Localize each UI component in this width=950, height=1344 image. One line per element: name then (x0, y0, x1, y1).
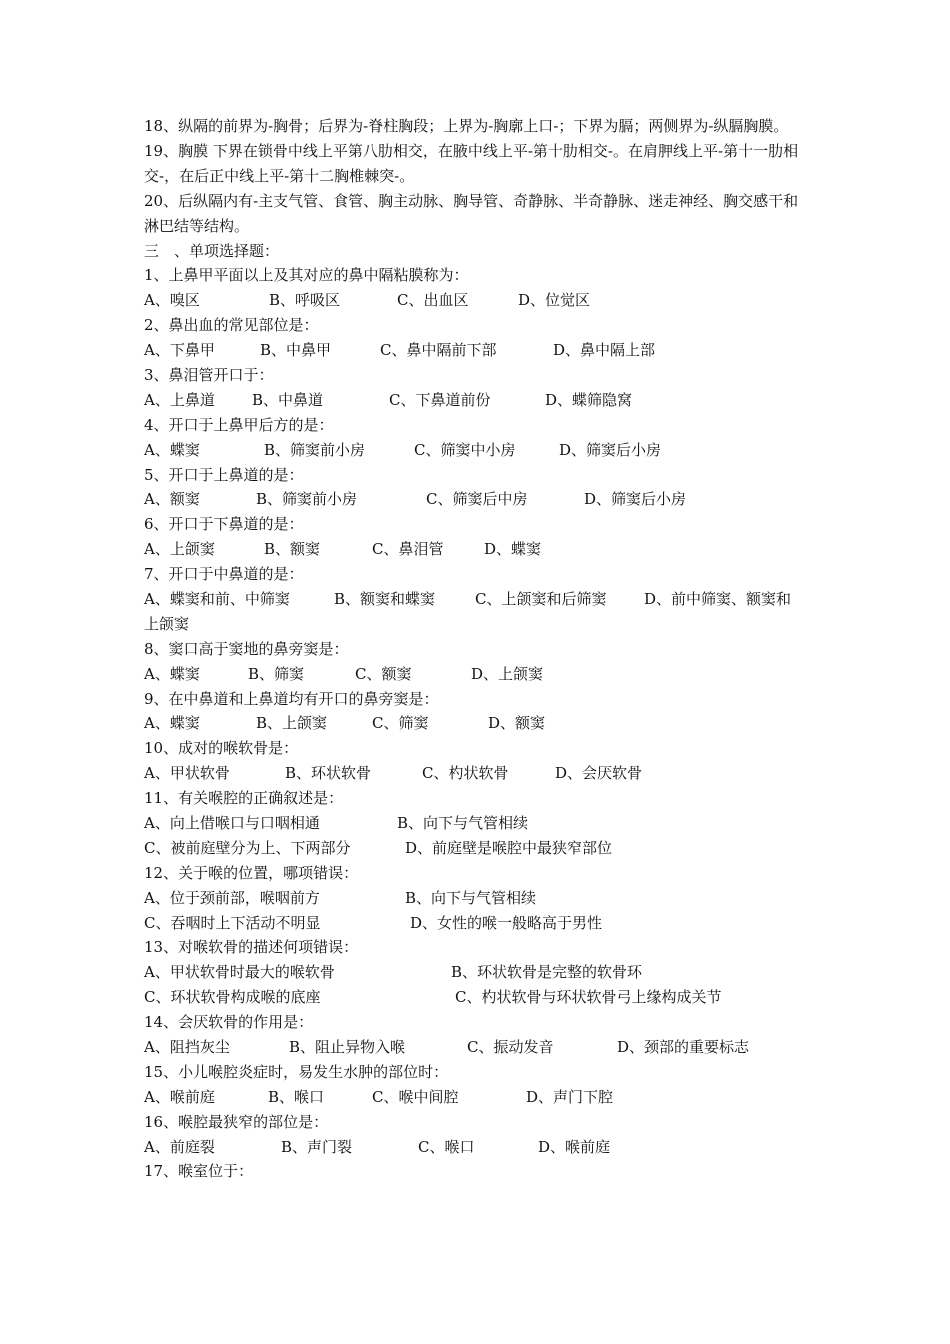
option-b: B、阻止异物入喉 (289, 1038, 406, 1057)
fill-blank-item-19: 19、胸膜 下界在锁骨中线上平第八肋相交，在腋中线上平-第十肋相交-。在肩胛线上平-第十一肋相交-，在后正中线上平-第十二胸椎棘突-。 (144, 141, 799, 185)
options-9 (144, 711, 812, 736)
option-a: A、下鼻甲 (144, 341, 215, 360)
option-b: B、筛窦前小房 (264, 440, 366, 459)
option-b: B、向下与气管相续 (397, 814, 529, 833)
option-a: A、嗅区 (144, 291, 200, 310)
option-d: D、筛窦后小房 (584, 490, 687, 509)
question-17: 17、喉室位于： (144, 1162, 254, 1181)
fill-blank-item-20: 20、后纵隔内有-主支气管、食管、胸主动脉、胸导管、奇静脉、半奇静脉、迷走神经、胸交感干和淋巴结等结构。 (144, 191, 799, 235)
option-a: A、位于颈前部，喉咽前方 (144, 888, 320, 907)
option-c: C、环状软骨构成喉的底座 (144, 988, 321, 1007)
options-11-row-2 (144, 836, 812, 861)
question-13: 13、对喉软骨的描述何项错误： (144, 938, 359, 957)
option-b: B、环状软骨 (285, 764, 372, 783)
option-c: C、筛窦中小房 (414, 440, 516, 459)
option-d: D、鼻中隔上部 (553, 341, 656, 360)
option-d: D、上颌窦 (471, 664, 544, 683)
option-a: A、向上借喉口与口咽相通 (144, 814, 320, 833)
question-12: 12、关于喉的位置，哪项错误： (144, 863, 359, 882)
options-4 (144, 438, 812, 463)
option-d: D、会厌软骨 (555, 764, 643, 783)
options-8 (144, 662, 812, 687)
option-a: A、甲状软骨时最大的喉软骨 (144, 963, 335, 982)
question-11: 11、有关喉腔的正确叙述是： (144, 789, 344, 808)
option-d: D、女性的喉一般略高于男性 (410, 913, 603, 932)
option-a: A、前庭裂 (144, 1137, 215, 1156)
option-a: A、喉前庭 (144, 1087, 215, 1106)
options-13-row-1 (144, 960, 812, 985)
option-c: C、被前庭壁分为上、下两部分 (144, 838, 351, 857)
options-1 (144, 288, 812, 313)
question-16: 16、喉腔最狭窄的部位是： (144, 1112, 329, 1131)
section-title: 三 、单项选择题： (144, 241, 280, 260)
option-d: D、喉前庭 (538, 1137, 611, 1156)
option-c: C、下鼻道前份 (389, 390, 491, 409)
option-c: C、鼻中隔前下部 (380, 341, 497, 360)
option-d: D、筛窦后小房 (559, 440, 662, 459)
document-page (144, 114, 812, 1184)
option-d: D、前庭壁是喉腔中最狭窄部位 (405, 838, 613, 857)
option-a: A、甲状软骨 (144, 764, 230, 783)
option-b: B、声门裂 (281, 1137, 353, 1156)
options-12-row-1 (144, 886, 812, 911)
options-7 (144, 587, 812, 612)
fill-blank-item-18: 18、纵隔的前界为-胸骨；后界为-脊柱胸段；上界为-胸廓上口-；下界为膈；两侧界为-纵膈胸膜。 (144, 117, 789, 135)
option-a: A、额窦 (144, 490, 200, 509)
option-a: A、上鼻道 (144, 390, 215, 409)
question-10: 10、成对的喉软骨是： (144, 739, 299, 758)
option-a: A、蝶窦 (144, 440, 200, 459)
option-d: D、蝶窦 (484, 540, 542, 559)
option-c: C、筛窦后中房 (426, 490, 528, 509)
options-10 (144, 761, 812, 786)
option-c: C、筛窦 (372, 714, 429, 733)
option-d: C、杓状软骨与环状软骨弓上缘构成关节 (455, 988, 722, 1007)
option-a: A、蝶窦 (144, 714, 200, 733)
option-d: D、前中筛窦、额窦和 (644, 590, 792, 608)
option-b: B、向下与气管相续 (405, 888, 537, 907)
option-b: B、额窦 (264, 540, 321, 559)
question-9: 9、在中鼻道和上鼻道均有开口的鼻旁窦是： (144, 689, 439, 708)
option-d: D、颈部的重要标志 (617, 1038, 750, 1057)
option-d: D、位觉区 (518, 291, 591, 310)
question-15: 15、小儿喉腔炎症时，易发生水肿的部位时： (144, 1062, 449, 1081)
option-c: C、上颌窦和后筛窦 (475, 590, 607, 608)
option-b: B、中鼻甲 (260, 341, 332, 360)
option-d: D、声门下腔 (526, 1087, 614, 1106)
question-3: 3、鼻泪管开口于： (144, 365, 274, 384)
options-2 (144, 338, 812, 363)
options-5 (144, 487, 812, 512)
options-11-row-1 (144, 811, 812, 836)
option-b: B、上颌窦 (256, 714, 328, 733)
option-d-continued: 上颌窦 (144, 614, 190, 633)
options-12-row-2 (144, 911, 812, 936)
question-1: 1、上鼻甲平面以上及其对应的鼻中隔粘膜称为： (144, 266, 469, 285)
option-b: B、喉口 (268, 1087, 325, 1106)
option-c: C、喉口 (418, 1137, 475, 1156)
options-13-row-2 (144, 985, 812, 1010)
question-6: 6、开口于下鼻道的是： (144, 515, 304, 534)
option-c: C、鼻泪管 (372, 540, 444, 559)
option-c: C、喉中间腔 (372, 1087, 459, 1106)
option-d: D、蝶筛隐窝 (545, 390, 633, 409)
question-7: 7、开口于中鼻道的是： (144, 565, 304, 584)
option-d: D、额窦 (488, 714, 546, 733)
option-c: C、杓状软骨 (422, 764, 509, 783)
options-14 (144, 1035, 812, 1060)
option-b: B、筛窦 (248, 664, 305, 683)
option-c: C、振动发音 (467, 1038, 554, 1057)
question-14: 14、会厌软骨的作用是： (144, 1013, 314, 1032)
option-b: B、环状软骨是完整的软骨环 (451, 963, 643, 982)
options-15 (144, 1085, 812, 1110)
option-c: C、额窦 (355, 664, 412, 683)
option-b: B、额窦和蝶窦 (334, 590, 436, 608)
question-5: 5、开口于上鼻道的是： (144, 465, 304, 484)
question-2: 2、鼻出血的常见部位是： (144, 316, 319, 335)
option-c: C、吞咽时上下活动不明显 (144, 913, 321, 932)
question-4: 4、开口于上鼻甲后方的是： (144, 415, 334, 434)
option-a: A、阻挡灰尘 (144, 1038, 230, 1057)
options-3 (144, 388, 812, 413)
option-b: B、呼吸区 (269, 291, 341, 310)
option-a: A、蝶窦 (144, 664, 200, 683)
option-b: B、中鼻道 (252, 390, 324, 409)
option-a: A、上颌窦 (144, 540, 215, 559)
option-a: A、蝶窦和前、中筛窦 (144, 590, 290, 608)
options-6 (144, 537, 812, 562)
option-b: B、筛窦前小房 (256, 490, 358, 509)
option-c: C、出血区 (397, 291, 469, 310)
options-16 (144, 1135, 812, 1160)
question-8: 8、窦口高于窦地的鼻旁窦是： (144, 639, 349, 658)
